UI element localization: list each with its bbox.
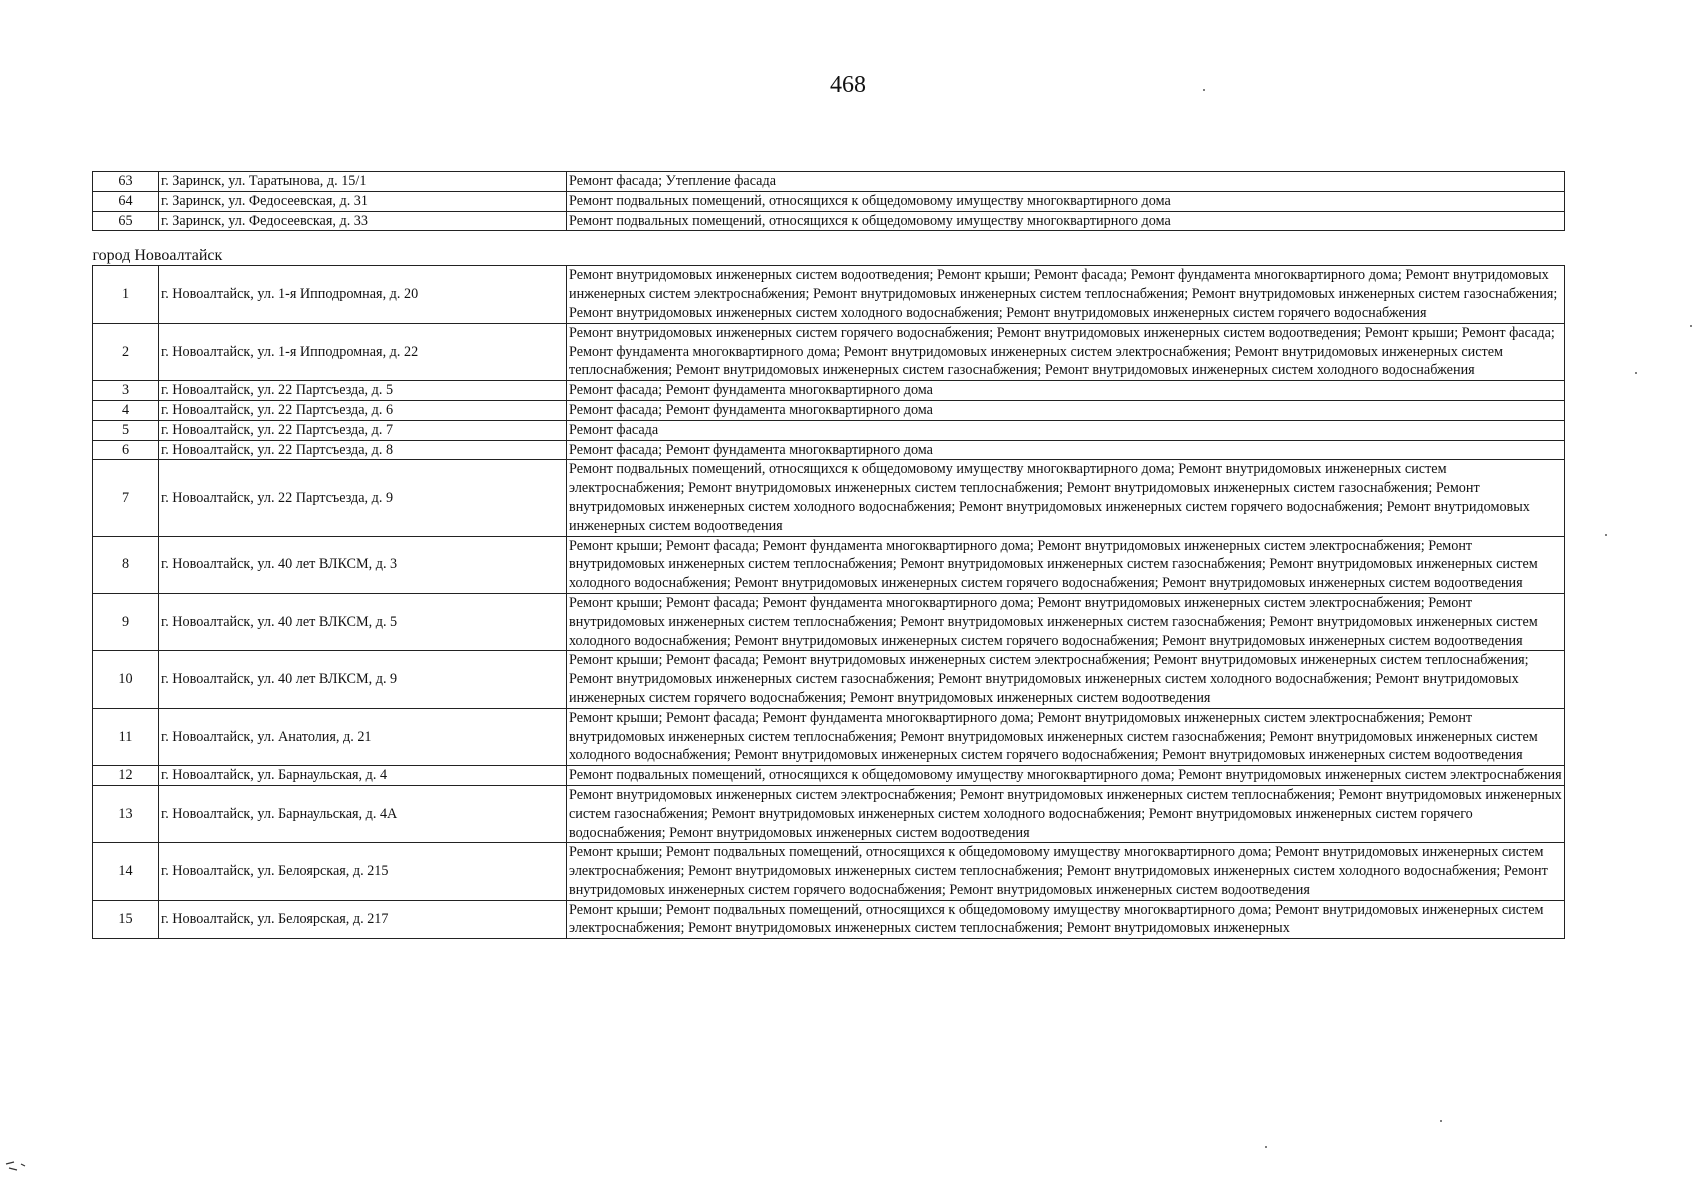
row-works: Ремонт внутридомовых инженерных систем электроснабжения; Ремонт внутридомовых инженерных систем теплоснабжения; Ремонт внутридомовых инженерных систем газоснабжения; Ремонт внутридомовых инженерных систем холодного водоснабжения; Ремонт внутридомовых инженерных систем горячего водоснабжения; Ремонт внутридомовых инженерных систем водоотведения: [567, 785, 1565, 842]
row-works: Ремонт подвальных помещений, относящихся к общедомовому имуществу многоквартирного дома; Ремонт внутридомовых инженерных систем электроснабжения; Ремонт внутридомовых инженерных систем теплоснабжения; Ремонт внутридомовых инженерных систем газоснабжения; Ремонт внутридомовых инженерных систем холодного водоснабжения; Ремонт внутридомовых инженерных систем горячего водоснабжения; Ремонт внутридомовых инженерных систем водоотведения: [567, 460, 1565, 536]
row-number: 63: [93, 172, 159, 192]
table-row: [93, 651, 1565, 708]
scan-speck: [1690, 325, 1692, 327]
row-number: 6: [93, 440, 159, 460]
scan-speck: [1635, 372, 1637, 374]
row-address: г. Новоалтайск, ул. 1-я Ипподромная, д. 20: [159, 266, 567, 323]
row-number: 15: [93, 900, 159, 939]
table-row: [93, 172, 1565, 192]
row-address: г. Заринск, ул. Федосеевская, д. 31: [159, 191, 567, 211]
scan-speck: [1440, 1120, 1442, 1122]
row-address: г. Заринск, ул. Таратынова, д. 15/1: [159, 172, 567, 192]
scan-speck: [1605, 534, 1607, 536]
row-address: г. Новоалтайск, ул. 40 лет ВЛКСМ, д. 9: [159, 651, 567, 708]
section-title: город Новоалтайск: [93, 231, 1565, 266]
row-works: Ремонт фасада; Ремонт фундамента многоквартирного дома: [567, 381, 1565, 401]
row-number: 5: [93, 420, 159, 440]
table-row: [93, 400, 1565, 420]
table-row: [93, 266, 1565, 323]
table-row: [93, 381, 1565, 401]
row-works: Ремонт крыши; Ремонт фасада; Ремонт фундамента многоквартирного дома; Ремонт внутридомовых инженерных систем электроснабжения; Ремонт внутридомовых инженерных систем теплоснабжения; Ремонт внутридомовых инженерных систем газоснабжения; Ремонт внутридомовых инженерных систем холодного водоснабжения; Ремонт внутридомовых инженерных систем горячего водоснабжения; Ремонт внутридомовых инженерных систем водоотведения: [567, 593, 1565, 650]
table-row: [93, 708, 1565, 765]
row-works: Ремонт подвальных помещений, относящихся к общедомовому имуществу многоквартирного дома; Ремонт внутридомовых инженерных систем электроснабжения: [567, 766, 1565, 786]
row-address: г. Новоалтайск, ул. 40 лет ВЛКСМ, д. 3: [159, 536, 567, 593]
row-works: Ремонт внутридомовых инженерных систем горячего водоснабжения; Ремонт внутридомовых инженерных систем водоотведения; Ремонт крыши; Ремонт фасада; Ремонт фундамента многоквартирного дома; Ремонт внутридомовых инженерных систем электроснабжения; Ремонт внутридомовых инженерных систем теплоснабжения; Ремонт внутридомовых инженерных систем газоснабжения; Ремонт внутридомовых инженерных систем холодного водоснабжения: [567, 323, 1565, 380]
row-address: г. Новоалтайск, ул. Барнаульская, д. 4А: [159, 785, 567, 842]
repair-schedule-table: [92, 171, 1565, 939]
page-number: 468: [830, 72, 866, 98]
table-row: [93, 766, 1565, 786]
row-address: г. Новоалтайск, ул. 22 Партсъезда, д. 7: [159, 420, 567, 440]
row-works: Ремонт внутридомовых инженерных систем водоотведения; Ремонт крыши; Ремонт фасада; Ремонт фундамента многоквартирного дома; Ремонт внутридомовых инженерных систем электроснабжения; Ремонт внутридомовых инженерных систем теплоснабжения; Ремонт внутридомовых инженерных систем газоснабжения; Ремонт внутридомовых инженерных систем холодного водоснабжения; Ремонт внутридомовых инженерных систем горячего водоснабжения: [567, 266, 1565, 323]
table-row: [93, 460, 1565, 536]
table-row: [93, 440, 1565, 460]
scan-speck: [1265, 1146, 1267, 1148]
row-works: Ремонт фасада; Ремонт фундамента многоквартирного дома: [567, 400, 1565, 420]
table-row: [93, 785, 1565, 842]
row-address: г. Новоалтайск, ул. 22 Партсъезда, д. 6: [159, 400, 567, 420]
table-row: [93, 593, 1565, 650]
row-number: 14: [93, 843, 159, 900]
row-address: г. Новоалтайск, ул. Белоярская, д. 217: [159, 900, 567, 939]
row-number: 7: [93, 460, 159, 536]
row-address: г. Новоалтайск, ул. Анатолия, д. 21: [159, 708, 567, 765]
row-works: Ремонт крыши; Ремонт фасада; Ремонт фундамента многоквартирного дома; Ремонт внутридомовых инженерных систем электроснабжения; Ремонт внутридомовых инженерных систем теплоснабжения; Ремонт внутридомовых инженерных систем газоснабжения; Ремонт внутридомовых инженерных систем холодного водоснабжения; Ремонт внутридомовых инженерных систем горячего водоснабжения; Ремонт внутридомовых инженерных систем водоотведения: [567, 708, 1565, 765]
table-row: [93, 191, 1565, 211]
row-works: Ремонт фасада; Ремонт фундамента многоквартирного дома: [567, 440, 1565, 460]
row-works: Ремонт крыши; Ремонт фасада; Ремонт внутридомовых инженерных систем электроснабжения; Ремонт внутридомовых инженерных систем теплоснабжения; Ремонт внутридомовых инженерных систем газоснабжения; Ремонт внутридомовых инженерных систем холодного водоснабжения; Ремонт внутридомовых инженерных систем горячего водоснабжения; Ремонт внутридомовых инженерных систем водоотведения: [567, 651, 1565, 708]
row-number: 1: [93, 266, 159, 323]
table-row: [93, 323, 1565, 380]
row-address: г. Новоалтайск, ул. 22 Партсъезда, д. 5: [159, 381, 567, 401]
row-works: Ремонт фасада; Утепление фасада: [567, 172, 1565, 192]
row-works: Ремонт подвальных помещений, относящихся к общедомовому имуществу многоквартирного дома: [567, 211, 1565, 231]
row-number: 3: [93, 381, 159, 401]
scan-speck: [1203, 89, 1205, 91]
row-number: 9: [93, 593, 159, 650]
row-number: 12: [93, 766, 159, 786]
row-address: г. Новоалтайск, ул. 40 лет ВЛКСМ, д. 5: [159, 593, 567, 650]
table-row: [93, 536, 1565, 593]
row-address: г. Новоалтайск, ул. 1-я Ипподромная, д. 22: [159, 323, 567, 380]
section-header-row: [93, 231, 1565, 266]
table-row: [93, 843, 1565, 900]
row-works: Ремонт фасада: [567, 420, 1565, 440]
row-number: 10: [93, 651, 159, 708]
row-number: 8: [93, 536, 159, 593]
table-row: [93, 900, 1565, 939]
corner-scan-mark: [5, 1160, 27, 1172]
row-number: 64: [93, 191, 159, 211]
row-number: 13: [93, 785, 159, 842]
row-number: 11: [93, 708, 159, 765]
row-number: 4: [93, 400, 159, 420]
row-works: Ремонт крыши; Ремонт подвальных помещений, относящихся к общедомовому имуществу многоквартирного дома; Ремонт внутридомовых инженерных систем электроснабжения; Ремонт внутридомовых инженерных систем теплоснабжения; Ремонт внутридомовых инженерных систем холодного водоснабжения; Ремонт внутридомовых инженерных систем горячего водоснабжения; Ремонт внутридомовых инженерных систем водоотведения: [567, 843, 1565, 900]
row-address: г. Новоалтайск, ул. Белоярская, д. 215: [159, 843, 567, 900]
row-number: 2: [93, 323, 159, 380]
row-works: Ремонт крыши; Ремонт подвальных помещений, относящихся к общедомовому имуществу многоквартирного дома; Ремонт внутридомовых инженерных систем электроснабжения; Ремонт внутридомовых инженерных систем теплоснабжения; Ремонт внутридомовых инженерных: [567, 900, 1565, 939]
row-works: Ремонт подвальных помещений, относящихся к общедомовому имуществу многоквартирного дома: [567, 191, 1565, 211]
row-works: Ремонт крыши; Ремонт фасада; Ремонт фундамента многоквартирного дома; Ремонт внутридомовых инженерных систем электроснабжения; Ремонт внутридомовых инженерных систем теплоснабжения; Ремонт внутридомовых инженерных систем газоснабжения; Ремонт внутридомовых инженерных систем холодного водоснабжения; Ремонт внутридомовых инженерных систем горячего водоснабжения; Ремонт внутридомовых инженерных систем водоотведения: [567, 536, 1565, 593]
table-row: [93, 420, 1565, 440]
row-address: г. Новоалтайск, ул. Барнаульская, д. 4: [159, 766, 567, 786]
row-address: г. Новоалтайск, ул. 22 Партсъезда, д. 9: [159, 460, 567, 536]
row-address: г. Новоалтайск, ул. 22 Партсъезда, д. 8: [159, 440, 567, 460]
row-address: г. Заринск, ул. Федосеевская, д. 33: [159, 211, 567, 231]
table-row: [93, 211, 1565, 231]
row-number: 65: [93, 211, 159, 231]
